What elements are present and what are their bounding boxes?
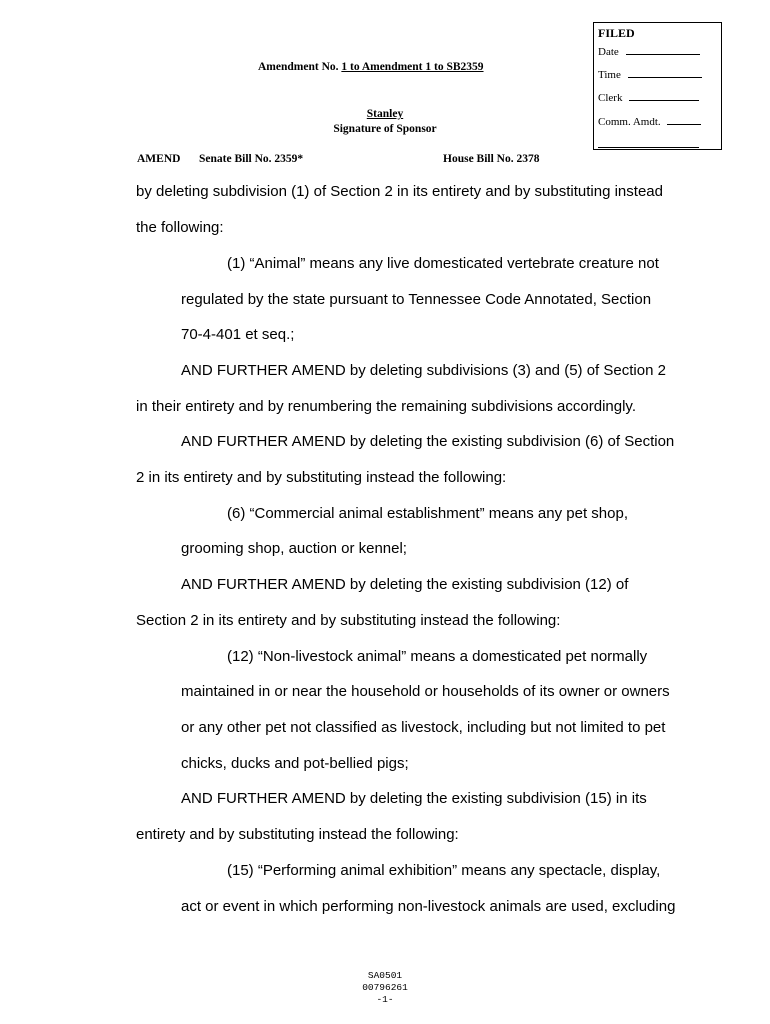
amend-label: AMEND xyxy=(137,153,181,165)
body-line: AND FURTHER AMEND by deleting subdivisions (3) and (5) of Section 2 xyxy=(181,362,666,379)
filed-title: FILED xyxy=(598,26,635,40)
filed-date-label: Date xyxy=(598,46,619,58)
page-number: -1- xyxy=(376,994,394,1005)
amendment-number xyxy=(258,61,484,73)
body-line: or any other pet not classified as livestock, including but not limited to pet xyxy=(181,719,666,736)
body-line: 70-4-401 et seq.; xyxy=(181,326,295,343)
body-line: by deleting subdivision (1) of Section 2 in its entirety and by substituting instead xyxy=(136,183,663,200)
senate-bill-number: Senate Bill No. 2359* xyxy=(199,153,304,165)
filed-time-label: Time xyxy=(598,69,621,81)
body-line: act or event in which performing non-livestock animals are used, excluding xyxy=(181,898,676,915)
body-line: chicks, ducks and pot-bellied pigs; xyxy=(181,755,409,772)
body-line: 2 in its entirety and by substituting instead the following: xyxy=(136,469,507,486)
body-line: (15) “Performing animal exhibition” means any spectacle, display, xyxy=(227,862,661,879)
body-line: (12) “Non-livestock animal” means a domesticated pet normally xyxy=(227,648,648,665)
filed-time-blank xyxy=(628,68,702,78)
filed-date-blank xyxy=(626,45,700,55)
body-line: AND FURTHER AMEND by deleting the existing subdivision (6) of Section xyxy=(181,433,675,450)
footer-code-1: SA0501 xyxy=(367,970,403,981)
filed-time-row xyxy=(598,68,702,81)
body-line: AND FURTHER AMEND by deleting the existing subdivision (15) in its xyxy=(181,790,647,807)
filed-clerk-blank xyxy=(629,91,699,101)
filed-clerk-label: Clerk xyxy=(598,92,623,104)
amendment-prefix: Amendment No. xyxy=(258,61,339,73)
body-line: Section 2 in its entirety and by substituting instead the following: xyxy=(136,612,561,629)
footer-code-2: 00796261 xyxy=(362,982,408,993)
sponsor-caption: Signature of Sponsor xyxy=(333,123,437,135)
filed-date-row xyxy=(598,45,700,58)
sponsor-name: Stanley xyxy=(366,108,404,120)
body-line: AND FURTHER AMEND by deleting the existing subdivision (12) of xyxy=(181,576,629,593)
filed-signature-line xyxy=(598,147,699,148)
amendment-value: 1 to Amendment 1 to SB2359 xyxy=(341,61,484,73)
body-line: (1) “Animal” means any live domesticated vertebrate creature not xyxy=(227,255,659,272)
body-line: regulated by the state pursuant to Tennessee Code Annotated, Section xyxy=(181,291,652,308)
filed-clerk-row xyxy=(598,91,699,104)
body-line: grooming shop, auction or kennel; xyxy=(181,540,407,557)
filed-comm-amdt-label: Comm. Amdt. xyxy=(598,116,661,128)
body-line: the following: xyxy=(136,219,224,236)
body-line: entirety and by substituting instead the following: xyxy=(136,826,459,843)
house-bill-number: House Bill No. 2378 xyxy=(443,153,540,165)
body-line: in their entirety and by renumbering the remaining subdivisions accordingly. xyxy=(136,398,636,415)
body-line: (6) “Commercial animal establishment” means any pet shop, xyxy=(227,505,628,522)
body-line: maintained in or near the household or households of its owner or owners xyxy=(181,683,670,700)
